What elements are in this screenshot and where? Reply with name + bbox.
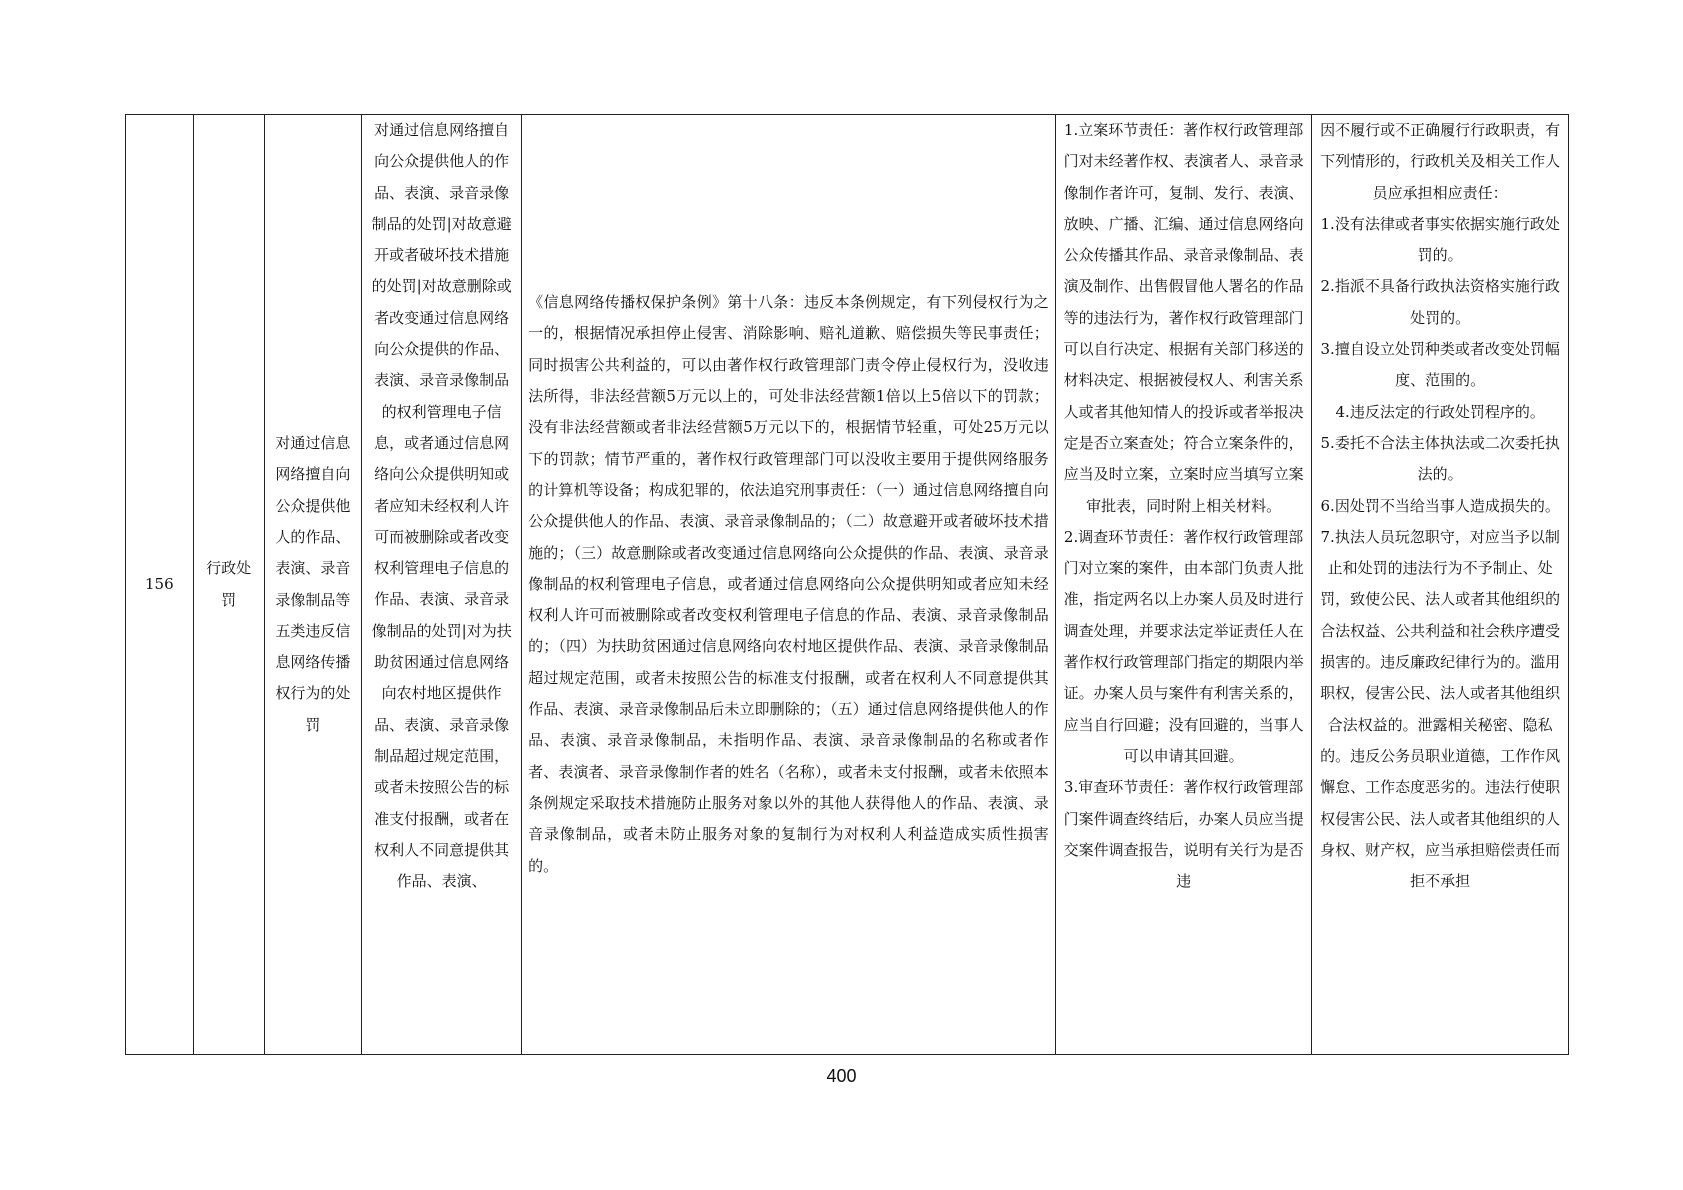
legal-basis: 《信息网络传播权保护条例》第十八条：违反本条例规定，有下列侵权行为之一的，根据情况承担停止侵害、消除影响、赔礼道歉、赔偿损失等民事责任；同时损害公共利益的，可以由著作权行政管理部门责令停止侵权行为，没收违法所得，非法经营额5万元以上的，可处非法经营额1倍以上5倍以下的罚款；没有非法经营额或者非法经营额5万元以下的，根据情节轻重，可处25万元以下的罚款；情节严重的，著作权行政管理部门可以没收主要用于提供网络服务的计算机等设备；构成犯罪的，依法追究刑事责任：（一）通过信息网络擅自向公众提供他人的作品、表演、录音录像制品的；（二）故意避开或者破坏技术措施的；（三）故意删除或者改变通过信息网络向公众提供的作品、表演、录音录像制品的权利管理电子信息，或者通过信息网络向公众提供明知或者应知未经权利人许可而被删除或者改变权利管理电子信息的作品、表演、录音录像制品的；（四）为扶助贫困通过信息网络向农村地区提供作品、表演、录音录像制品超过规定范围，或者未按照公告的标准支付报酬，或者在权利人不同意提供其作品、表演、录音录像制品后未立即删除的；（五）通过信息网络提供他人的作品、表演、录音录像制品，未指明作品、表演、录音录像制品的名称或者作者、表演者、录音录像制作者的姓名（名称），或者未支付报酬，或者未依照本条例规定采取技术措施防止服务对象以外的其他人获得他人的作品、表演、录音录像制品，或者未防止服务对象的复制行为对权利人利益造成实质性损害的。 bbox=[522, 115, 1056, 1055]
duty-paragraph: 1.立案环节责任：著作权行政管理部门对未经著作权、表演者人、录音录像制作者许可，复制、发行、表演、放映、广播、汇编、通过信息网络向公众传播其作品、录音录像制品、表演及制作、出售假冒他人署名的作品等的违法行为，著作权行政管理部门可以自行决定、根据有关部门移送的材料决定、根据被侵权人、利害关系人或者其他知情人的投诉或者举报决定是否立案查处；符合立案条件的，应当及时立案，立案时应当填写立案审批表，同时附上相关材料。 bbox=[1063, 121, 1304, 515]
accountability bbox=[1312, 115, 1569, 1055]
responsibility-duties bbox=[1055, 115, 1312, 1055]
liability-item: 5.委托不合法主体执法或二次委托执法的。 bbox=[1320, 433, 1560, 484]
sub-items: 对通过信息网络擅自向公众提供他人的作品、表演、录音录像制品的处罚|对故意避开或者破坏技术措施的处罚|对故意删除或者改变通过信息网络向公众提供的作品、表演、录音录像制品的权利管理电子信息，或者通过信息网络向公众提供明知或者应知未经权利人许可而被删除或者改变权利管理电子信息的作品、表演、录音录像制品的处罚|对为扶助贫困通过信息网络向农村地区提供作品、表演、录音录像制品超过规定范围，或者未按照公告的标准支付报酬，或者在权利人不同意提供其作品、表演、 bbox=[362, 115, 522, 1055]
power-list-table bbox=[125, 114, 1569, 1055]
item-name: 对通过信息网络擅自向公众提供他人的作品、表演、录音录像制品等五类违反信息网络传播权行为的处罚 bbox=[264, 115, 362, 1055]
liability-item: 3.擅自设立处罚种类或者改变处罚幅度、范围的。 bbox=[1320, 340, 1560, 390]
liability-item: 2.指派不具备行政执法资格实施行政处罚的。 bbox=[1320, 277, 1560, 327]
liability-item: 4.违反法定的行政处罚程序的。 bbox=[1335, 402, 1545, 421]
duty-paragraph: 3.审查环节责任：著作权行政管理部门案件调查终结后，办案人员应当提交案件调查报告，说明有关行为是否违 bbox=[1063, 778, 1304, 891]
row-number: 156 bbox=[126, 115, 194, 1055]
liability-intro: 因不履行或不正确履行行政职责，有下列情形的，行政机关及相关工作人员应承担相应责任： bbox=[1320, 121, 1561, 202]
power-type: 行政处罚 bbox=[193, 115, 264, 1055]
liability-item: 7.执法人员玩忽职守，对应当予以制止和处罚的违法行为不予制止、处罚，致使公民、法人或者其他组织的合法权益、公共利益和社会秩序遭受损害的。违反廉政纪律行为的。滥用职权，侵害公民、法人或者其他组织合法权益的。泄露相关秘密、隐私的。违反公务员职业道德，工作作风懈怠、工作态度恶劣的。违法行使职权侵害公民、法人或者其他组织的人身权、财产权，应当承担赔偿责任而拒不承担 bbox=[1320, 527, 1561, 891]
table-row bbox=[126, 115, 1569, 1055]
liability-item: 1.没有法律或者事实依据实施行政处罚的。 bbox=[1320, 214, 1560, 265]
page-number: 400 bbox=[826, 1066, 857, 1086]
liability-item: 6.因处罚不当给当事人造成损失的。 bbox=[1320, 496, 1560, 515]
duty-paragraph: 2.调查环节责任：著作权行政管理部门对立案的案件，由本部门负责人批准，指定两名以上办案人员及时进行调查处理，并要求法定举证责任人在著作权行政管理部门指定的期限内举证。办案人员与案件有利害关系的，应当自行回避；没有回避的，当事人可以申请其回避。 bbox=[1063, 527, 1304, 765]
